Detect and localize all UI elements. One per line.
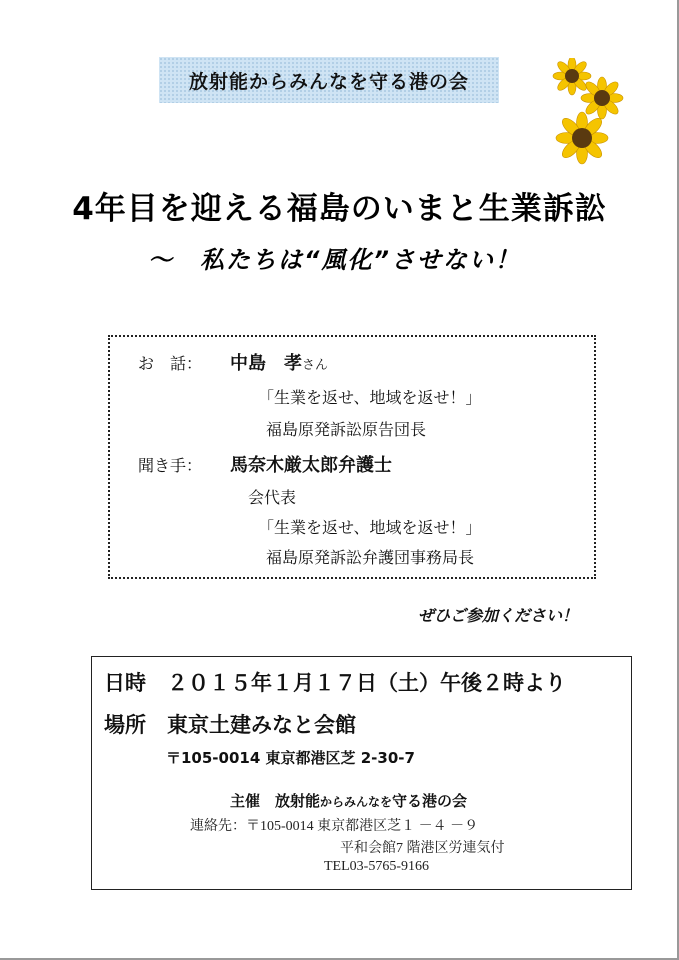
event-info-box [91,656,632,890]
talk-speaker [230,349,328,375]
event-datetime: 日時 ２０１５年１月１７日（土）午後２時より [104,671,566,695]
talk-title: 福島原発訴訟原告団長 [266,420,427,439]
main-title: 4年目を迎える福島のいまと生業訴訟 [72,191,607,227]
organizer [230,790,467,811]
contact-line-1: 連絡先：〒105-0014 東京都港区芝１ －４ －９ [190,819,479,834]
subtitle: ～ 私たちは“風化”させない！ [148,246,521,274]
talk-row [138,351,202,374]
listener-name: 馬奈木厳太郎弁護士 [230,455,392,476]
talk-speaker-honorific: さん [302,358,329,373]
event-venue: 場所 東京土建みなと会館 [104,713,356,737]
sunflower-icon [550,58,630,168]
organizer-label: 主催 放射能 [230,792,321,810]
listener-label: 聞き手： [138,456,203,475]
closing-note: ぜひご参加ください！ [418,606,579,625]
talk-slogan: 「生業を返せ、地域を返せ！」 [258,388,482,407]
listener-speaker [230,451,392,477]
listener-row [138,453,202,476]
organizer-small-text: からみんなを [320,795,393,809]
organizer-tail: 守る港の会 [392,792,468,810]
organization-banner: 放射能からみんなを守る港の会 [159,57,499,103]
speaker-box [108,335,596,579]
listener-slogan: 「生業を返せ、地域を返せ！」 [258,518,482,537]
listener-role: 会代表 [248,488,297,507]
contact-line-2: 平和会館7 階港区労連気付 [340,841,505,856]
listener-title: 福島原発訴訟弁護団事務局長 [266,548,475,567]
event-address: 〒105-0014 東京都港区芝 2-30-7 [166,749,415,767]
talk-speaker-name: 中島 孝 [230,353,302,374]
contact-phone: TEL03-5765-9166 [324,859,429,874]
talk-label: お 話： [138,354,203,373]
